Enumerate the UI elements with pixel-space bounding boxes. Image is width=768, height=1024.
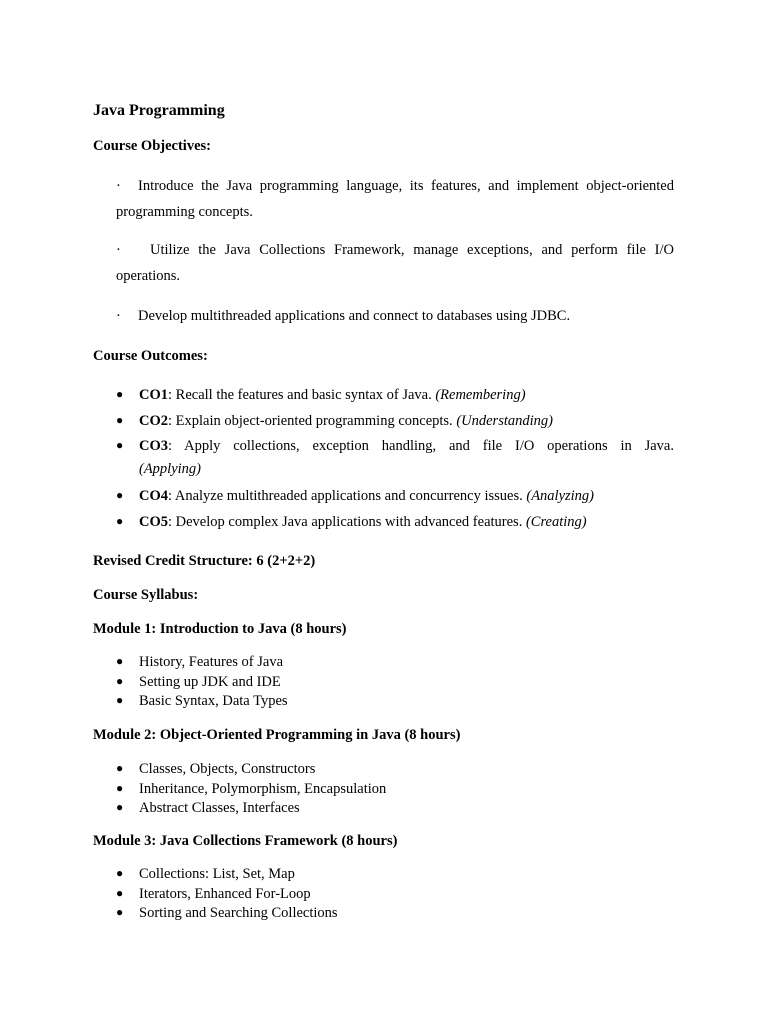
list-item (116, 654, 288, 674)
module-topic-list (116, 761, 386, 820)
module-title: Module 3: Java Collections Framework (8 hours) (93, 833, 398, 849)
objective-line (116, 242, 674, 262)
objective-text: Develop multithreaded applications and connect to databases using JDBC. (138, 308, 571, 324)
outcome-level: (Remembering) (435, 387, 526, 403)
topic-text: Sorting and Searching Collections (139, 905, 338, 921)
bullet-icon: ● (116, 780, 124, 795)
list-item (116, 674, 288, 694)
bullet-icon: ● (116, 654, 124, 668)
bullet-icon: ● (116, 413, 124, 427)
bullet-icon: ● (116, 438, 124, 452)
outcome-code: CO2 (139, 413, 168, 429)
objective-text: Introduce the Java programming language, its features, and implement object-oriented (138, 178, 674, 194)
bullet-icon: ● (116, 673, 124, 688)
list-item (116, 866, 338, 886)
bullet-icon: ● (116, 514, 124, 528)
outcome-level: (Understanding) (456, 413, 553, 429)
topic-text: Inheritance, Polymorphism, Encapsulation (139, 780, 387, 797)
objective-continuation: programming concepts. (116, 204, 253, 220)
objective-continuation: operations. (116, 268, 181, 284)
outcome-text: : Analyze multithreaded applications and concurrency issues. (168, 488, 527, 504)
outcome-text: : Recall the features and basic syntax of Java. (168, 387, 436, 403)
bullet-icon: · (116, 242, 121, 258)
list-item (116, 886, 338, 906)
objective-line (116, 308, 674, 325)
outcome-text: : Apply collections, exception handling, and file I/O operations in Java. (168, 438, 674, 454)
module-topic-list (116, 866, 338, 925)
outcome-level: (Creating) (525, 514, 587, 530)
outcomes-heading: Course Outcomes: (93, 348, 208, 364)
outcome-line (116, 438, 674, 455)
list-item (116, 781, 386, 801)
topic-text: Classes, Objects, Constructors (139, 761, 316, 777)
outcome-item (116, 438, 674, 478)
outcome-item (116, 387, 526, 404)
outcome-code: CO5 (139, 514, 168, 530)
list-item (116, 693, 288, 713)
topic-text: Basic Syntax, Data Types (139, 693, 288, 709)
outcome-code: CO1 (139, 387, 168, 403)
outcome-code: CO3 (139, 438, 168, 454)
bullet-icon: · (116, 178, 121, 194)
list-item (116, 761, 386, 781)
topic-text: History, Features of Java (139, 654, 284, 670)
outcome-code: CO4 (139, 488, 168, 504)
bullet-icon: ● (116, 885, 124, 900)
bullet-icon: ● (116, 800, 124, 814)
topic-text: Abstract Classes, Interfaces (139, 800, 300, 816)
topic-text: Collections: List, Set, Map (139, 866, 295, 882)
bullet-icon: · (116, 308, 121, 324)
outcome-level: (Analyzing) (526, 488, 595, 504)
objective-item (116, 178, 674, 221)
objective-text: Utilize the Java Collections Framework, manage exceptions, and perform file I/O (150, 242, 674, 258)
bullet-icon: ● (116, 761, 124, 775)
syllabus-heading: Course Syllabus: (93, 587, 199, 603)
bullet-icon: ● (116, 488, 124, 502)
module-title: Module 1: Introduction to Java (8 hours) (93, 621, 347, 637)
bullet-icon: ● (116, 693, 124, 707)
outcome-text: : Develop complex Java applications with advanced features. (168, 514, 526, 530)
objective-item (116, 308, 674, 325)
list-item (116, 800, 386, 820)
bullet-icon: ● (116, 905, 124, 919)
objective-item (116, 242, 674, 285)
outcome-item (116, 514, 587, 531)
bullet-icon: ● (116, 866, 124, 880)
objective-line (116, 178, 674, 198)
outcome-item (116, 413, 553, 430)
bullet-icon: ● (116, 387, 124, 401)
module-topic-list (116, 654, 288, 713)
outcome-item (116, 488, 594, 505)
topic-text: Iterators, Enhanced For-Loop (139, 885, 311, 902)
list-item (116, 905, 338, 925)
outcome-level: (Applying) (139, 461, 202, 477)
course-title: Java Programming (93, 102, 225, 119)
objectives-heading: Course Objectives: (93, 138, 211, 154)
topic-text: Setting up JDK and IDE (139, 673, 281, 690)
module-title: Module 2: Object-Oriented Programming in Java (8 hours) (93, 727, 461, 743)
credit-structure: Revised Credit Structure: 6 (2+2+2) (93, 553, 316, 569)
outcome-text: : Explain object-oriented programming concepts. (168, 413, 457, 429)
